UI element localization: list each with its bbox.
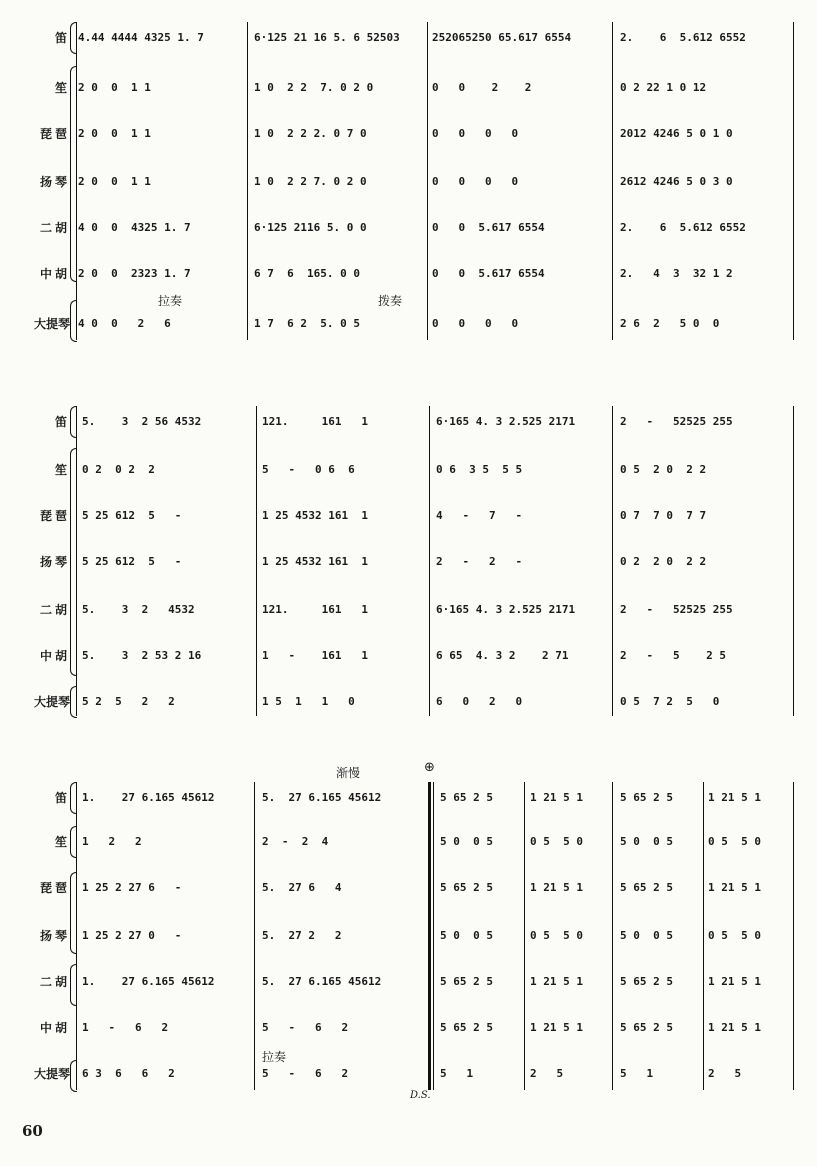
measure: 0 5 5 0 bbox=[708, 929, 761, 942]
measure: 5 0 0 5 bbox=[620, 835, 673, 848]
measure: 2 0 0 1 1 bbox=[78, 81, 151, 94]
measure: 2 6 2 5 0 0 bbox=[620, 317, 720, 330]
measure: 5. 27 2 2 bbox=[262, 929, 342, 942]
measure: 2 5 bbox=[708, 1067, 742, 1080]
staff-row bbox=[0, 926, 817, 946]
measure: 0 5 7 2 5 0 bbox=[620, 695, 720, 708]
staff-row bbox=[0, 460, 817, 480]
measure: 1 21 5 1 bbox=[530, 1021, 583, 1034]
measure: 1. 27 6.165 45612 bbox=[82, 791, 215, 804]
instrument-label: 二胡 bbox=[39, 603, 70, 617]
measure: 1 - 161 1 bbox=[262, 649, 368, 662]
instrument-label: 大提琴 bbox=[33, 1067, 70, 1081]
measure: 0 0 0 0 bbox=[432, 175, 519, 188]
measure: 5 1 bbox=[440, 1067, 474, 1080]
measure: 2 - 52525 255 bbox=[620, 415, 733, 428]
measure: 2 - 52525 255 bbox=[620, 603, 733, 616]
measure: 1 21 5 1 bbox=[708, 1021, 761, 1034]
measure: 5 1 bbox=[620, 1067, 654, 1080]
coda-symbol: ⊕ bbox=[424, 760, 435, 775]
staff-row bbox=[0, 972, 817, 992]
instrument-label: 笙 bbox=[54, 81, 70, 95]
measure: 1 21 5 1 bbox=[530, 975, 583, 988]
barline bbox=[429, 406, 430, 716]
measure: 5 65 2 5 bbox=[620, 791, 673, 804]
measure: 5 0 0 5 bbox=[440, 929, 493, 942]
measure: 5 - 6 2 bbox=[262, 1067, 349, 1080]
staff-row bbox=[0, 264, 817, 284]
ds-annotation: D.S. bbox=[410, 1090, 431, 1101]
measure: 1 0 2 2 7. 0 2 0 bbox=[254, 81, 374, 94]
measure: 1 2 2 bbox=[82, 835, 142, 848]
measure: 5. 27 6 4 bbox=[262, 881, 342, 894]
measure: 1 0 2 2 7. 0 2 0 bbox=[254, 175, 367, 188]
measure: 121. 161 1 bbox=[262, 415, 368, 428]
instrument-label: 笙 bbox=[54, 463, 70, 477]
measure: 2612 4246 5 0 3 0 bbox=[620, 175, 733, 188]
measure: 121. 161 1 bbox=[262, 603, 368, 616]
instrument-label: 扬琴 bbox=[39, 175, 70, 189]
staff-row bbox=[0, 172, 817, 192]
barline bbox=[793, 406, 794, 716]
measure: 5 25 612 5 - bbox=[82, 555, 182, 568]
instrument-label: 中胡 bbox=[39, 1021, 70, 1035]
barline bbox=[612, 22, 613, 340]
barline bbox=[793, 782, 794, 1090]
measure: 4 0 0 2 6 bbox=[78, 317, 171, 330]
barline bbox=[793, 22, 794, 340]
staff-row bbox=[0, 1064, 817, 1084]
staff-row bbox=[0, 646, 817, 666]
measure: 0 5 5 0 bbox=[530, 929, 583, 942]
measure: 5 - 0 6 6 bbox=[262, 463, 355, 476]
measure: 6 65 4. 3 2 2 71 bbox=[436, 649, 569, 662]
measure: 2 0 0 2323 1. 7 bbox=[78, 267, 191, 280]
staff-row bbox=[0, 124, 817, 144]
measure: 5 65 2 5 bbox=[440, 791, 493, 804]
measure: 5 - 6 2 bbox=[262, 1021, 349, 1034]
measure: 0 7 7 0 7 7 bbox=[620, 509, 707, 522]
measure: 2. 6 5.612 6552 bbox=[620, 221, 746, 234]
staff-row bbox=[0, 692, 817, 712]
measure: 1 0 2 2 2. 0 7 0 bbox=[254, 127, 367, 140]
measure: 0 0 0 0 bbox=[432, 127, 519, 140]
measure: 2 0 0 1 1 bbox=[78, 175, 151, 188]
measure: 5 65 2 5 bbox=[440, 1021, 493, 1034]
measure: 6·165 4. 3 2.525 2171 bbox=[436, 603, 576, 616]
measure: 1 25 2 27 6 - bbox=[82, 881, 182, 894]
barline bbox=[703, 782, 704, 1090]
measure: 2 0 0 1 1 bbox=[78, 127, 151, 140]
instrument-label: 中胡 bbox=[39, 267, 70, 281]
measure: 5 0 0 5 bbox=[440, 835, 493, 848]
barline bbox=[524, 782, 525, 1090]
barline bbox=[76, 782, 77, 1090]
measure: 0 2 0 2 2 bbox=[82, 463, 155, 476]
measure: 252065250 65.617 6554 bbox=[432, 31, 572, 44]
measure: 5 65 2 5 bbox=[620, 975, 673, 988]
measure: 0 5 2 0 2 2 bbox=[620, 463, 707, 476]
instrument-label: 笛 bbox=[54, 415, 70, 429]
tempo-annotation: 渐慢 bbox=[336, 766, 361, 780]
instrument-label: 大提琴 bbox=[33, 317, 70, 331]
staff-row bbox=[0, 314, 817, 334]
measure: 5 65 2 5 bbox=[620, 881, 673, 894]
measure: 1. 27 6.165 45612 bbox=[82, 975, 215, 988]
measure: 5. 3 2 4532 bbox=[82, 603, 195, 616]
barline bbox=[254, 782, 255, 1090]
double-barline bbox=[428, 782, 431, 1090]
measure: 2 5 bbox=[530, 1067, 564, 1080]
measure: 5. 27 6.165 45612 bbox=[262, 791, 382, 804]
instrument-label: 大提琴 bbox=[33, 695, 70, 709]
measure: 1 21 5 1 bbox=[708, 975, 761, 988]
measure: 1 21 5 1 bbox=[708, 881, 761, 894]
measure: 6 7 6 165. 0 0 bbox=[254, 267, 360, 280]
measure: 0 2 22 1 0 12 bbox=[620, 81, 707, 94]
staff-row bbox=[0, 28, 817, 48]
instrument-label: 扬琴 bbox=[39, 555, 70, 569]
barline bbox=[76, 22, 77, 340]
measure: 5. 3 2 53 2 16 bbox=[82, 649, 202, 662]
measure: 5 2 5 2 2 bbox=[82, 695, 175, 708]
measure: 5 65 2 5 bbox=[440, 881, 493, 894]
instrument-label: 二胡 bbox=[39, 221, 70, 235]
staff-row bbox=[0, 552, 817, 572]
instrument-label: 笙 bbox=[54, 835, 70, 849]
measure: 6·165 4. 3 2.525 2171 bbox=[436, 415, 576, 428]
measure: 6 3 6 6 2 bbox=[82, 1067, 175, 1080]
staff-row bbox=[0, 78, 817, 98]
staff-row bbox=[0, 878, 817, 898]
instrument-label: 二胡 bbox=[39, 975, 70, 989]
barline bbox=[247, 22, 248, 340]
measure: 5. 27 6.165 45612 bbox=[262, 975, 382, 988]
measure: 2. 4 3 32 1 2 bbox=[620, 267, 733, 280]
measure: 1 25 4532 161 1 bbox=[262, 555, 368, 568]
instrument-label: 笛 bbox=[54, 791, 70, 805]
instrument-label: 中胡 bbox=[39, 649, 70, 663]
measure: 5 65 2 5 bbox=[440, 975, 493, 988]
measure: 1 - 6 2 bbox=[82, 1021, 169, 1034]
instrument-label: 琵琶 bbox=[39, 509, 70, 523]
staff-row bbox=[0, 1018, 817, 1038]
barline bbox=[612, 406, 613, 716]
instrument-label: 笛 bbox=[54, 31, 70, 45]
barline bbox=[256, 406, 257, 716]
measure: 1 7 6 2 5. 0 5 bbox=[254, 317, 360, 330]
instrument-label: 琵琶 bbox=[39, 881, 70, 895]
measure: 5. 3 2 56 4532 bbox=[82, 415, 202, 428]
measure: 0 6 3 5 5 5 bbox=[436, 463, 523, 476]
staff-row bbox=[0, 788, 817, 808]
technique-annotation: 拉奏 bbox=[158, 294, 183, 308]
measure: 2 - 2 4 bbox=[262, 835, 329, 848]
measure: 0 5 5 0 bbox=[708, 835, 761, 848]
measure: 0 0 5.617 6554 bbox=[432, 267, 545, 280]
measure: 6·125 21 16 5. 6 52503 bbox=[254, 31, 400, 44]
measure: 1 25 2 27 0 - bbox=[82, 929, 182, 942]
measure: 6·125 2116 5. 0 0 bbox=[254, 221, 367, 234]
measure: 1 21 5 1 bbox=[530, 791, 583, 804]
measure: 1 21 5 1 bbox=[530, 881, 583, 894]
measure: 1 25 4532 161 1 bbox=[262, 509, 368, 522]
barline bbox=[76, 406, 77, 716]
staff-row bbox=[0, 218, 817, 238]
barline bbox=[433, 782, 434, 1090]
measure: 6 0 2 0 bbox=[436, 695, 523, 708]
measure: 5 65 2 5 bbox=[620, 1021, 673, 1034]
measure: 0 2 2 0 2 2 bbox=[620, 555, 707, 568]
measure: 0 5 5 0 bbox=[530, 835, 583, 848]
measure: 1 5 1 1 0 bbox=[262, 695, 355, 708]
measure: 2 - 5 2 5 bbox=[620, 649, 726, 662]
measure: 5 25 612 5 - bbox=[82, 509, 182, 522]
staff-row bbox=[0, 600, 817, 620]
measure: 2. 6 5.612 6552 bbox=[620, 31, 746, 44]
instrument-label: 扬琴 bbox=[39, 929, 70, 943]
barline bbox=[612, 782, 613, 1090]
page-number: 60 bbox=[22, 1122, 43, 1140]
measure: 0 0 0 0 bbox=[432, 317, 519, 330]
technique-annotation: 拨奏 bbox=[378, 294, 403, 308]
measure: 0 0 5.617 6554 bbox=[432, 221, 545, 234]
staff-row bbox=[0, 412, 817, 432]
measure: 4.44 4444 4325 1. 7 bbox=[78, 31, 204, 44]
measure: 2 - 2 - bbox=[436, 555, 523, 568]
staff-row bbox=[0, 832, 817, 852]
measure: 4 0 0 4325 1. 7 bbox=[78, 221, 191, 234]
barline bbox=[427, 22, 428, 340]
measure: 2012 4246 5 0 1 0 bbox=[620, 127, 733, 140]
instrument-label: 琵琶 bbox=[39, 127, 70, 141]
measure: 0 0 2 2 bbox=[432, 81, 532, 94]
staff-row bbox=[0, 506, 817, 526]
measure: 5 0 0 5 bbox=[620, 929, 673, 942]
measure: 4 - 7 - bbox=[436, 509, 523, 522]
measure: 1 21 5 1 bbox=[708, 791, 761, 804]
technique-annotation: 拉奏 bbox=[262, 1050, 287, 1064]
